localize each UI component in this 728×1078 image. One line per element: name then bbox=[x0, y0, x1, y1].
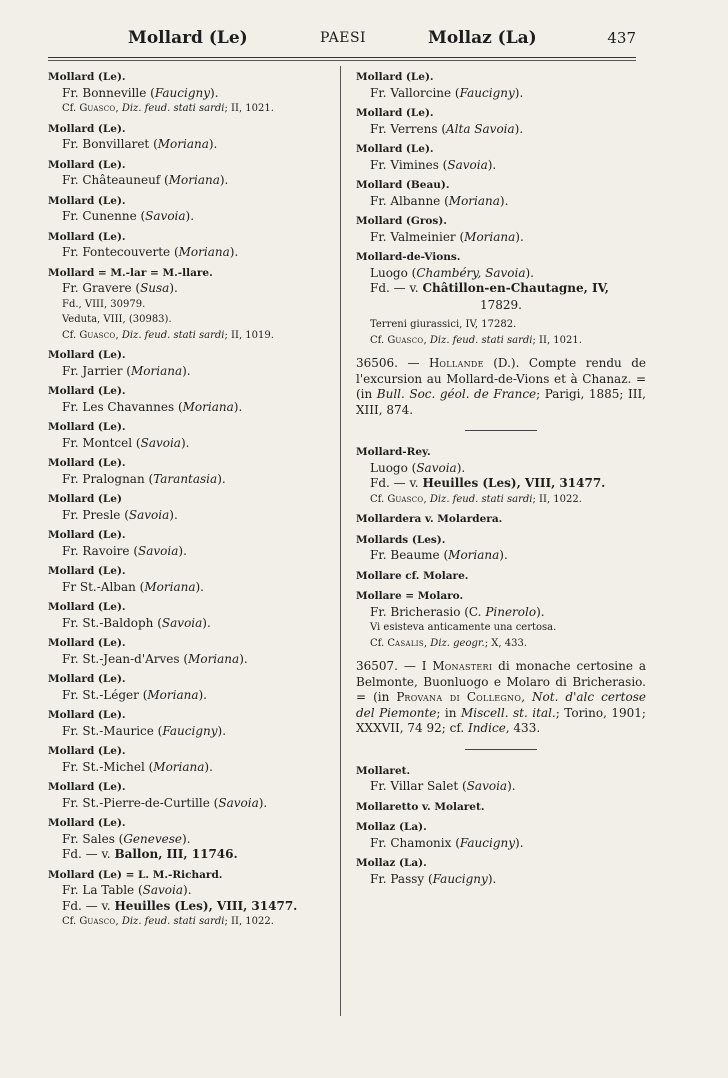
entry-headword: Mollard (Le). bbox=[48, 385, 126, 397]
entry-headword: Mollard (Le) bbox=[48, 493, 122, 505]
entry-headword: Mollaz (La). bbox=[356, 857, 427, 869]
gazetteer-entry bbox=[356, 214, 646, 245]
gazetteer-entry bbox=[48, 780, 330, 811]
header-section-title: PAESI bbox=[320, 30, 367, 46]
entry-line: Fr. Presle (Savoia). bbox=[62, 507, 178, 522]
entry-headword: Mollardera v. Molardera. bbox=[356, 513, 503, 525]
gazetteer-entry bbox=[48, 564, 330, 595]
entry-line: Fr. Bonvillaret (Moriana). bbox=[62, 137, 218, 151]
entry-line: Fr. Villar Salet (Savoia). bbox=[370, 779, 516, 793]
vions-note-2: Cf. Guasco, Diz. feud. stati sardi; II, 1021. bbox=[370, 334, 582, 346]
entry-headword: Mollard-Rey. bbox=[356, 446, 431, 458]
gazetteer-entry bbox=[48, 456, 330, 487]
gazetteer-entry bbox=[356, 178, 646, 209]
entry-headword: Mollard (Le). bbox=[48, 673, 126, 685]
entry-headword: Mollard (Gros). bbox=[356, 215, 447, 227]
right-column bbox=[356, 70, 646, 892]
entry-headword: Mollard (Beau). bbox=[356, 179, 450, 191]
gazetteer-entry bbox=[48, 70, 330, 117]
gazetteer-entry bbox=[48, 708, 330, 739]
entry-citation: Cf. Guasco, Diz. feud. stati sardi; II, 1022. bbox=[370, 493, 582, 505]
entry-headword: Mollaz (La). bbox=[356, 821, 427, 833]
gazetteer-entry bbox=[356, 820, 646, 851]
gazetteer-entry bbox=[48, 744, 330, 775]
left-column bbox=[48, 70, 330, 935]
entry-line: Fd. — v. Ballon, III, 11746. bbox=[62, 847, 238, 861]
gazetteer-entry bbox=[356, 800, 646, 816]
entry-headword: Mollard (Le). bbox=[48, 637, 126, 649]
entry-line: Fr. Sales (Genevese). bbox=[62, 831, 191, 846]
entry-headword: Mollard (Le). bbox=[48, 709, 126, 721]
entry-line: Fd. — v. Châtillon-en-Chautagne, IV, bbox=[370, 281, 609, 295]
gazetteer-entry bbox=[48, 636, 330, 667]
entry-line: Fr. Ravoire (Savoia). bbox=[62, 543, 187, 558]
gazetteer-entry bbox=[48, 600, 330, 631]
entry-line: Fr. St.-Pierre-de-Curtille (Savoia). bbox=[62, 795, 268, 810]
entry-line: Fr. Bonneville (Faucigny). bbox=[62, 85, 219, 100]
entry-citation: Cf. Guasco, Diz. feud. stati sardi; II, 1022. bbox=[62, 916, 274, 927]
page-number: 437 bbox=[607, 29, 636, 47]
entry-line: Fr. St.-Michel (Moriana). bbox=[62, 759, 213, 774]
entry-headword: Mollard (Le). bbox=[48, 158, 126, 171]
header-right-headword: Mollaz (La) bbox=[428, 28, 537, 48]
entry-line: Fr. Valmeinier (Moriana). bbox=[370, 229, 524, 244]
entry-citation: Cf. Casalis, Diz. geogr.; X, 433. bbox=[370, 637, 528, 649]
entry-citation: Cf. Guasco, Diz. feud. stati sardi; II, 1019. bbox=[62, 329, 274, 341]
entry-headword: Mollard (Le). bbox=[356, 143, 434, 155]
gazetteer-entry bbox=[48, 348, 330, 379]
entry-headword: Mollaret. bbox=[356, 764, 411, 777]
entry-line: Fr. Fontecouverte (Moriana). bbox=[62, 245, 239, 259]
right-entries-group-a bbox=[356, 70, 646, 297]
entry-line: Fr. Verrens (Alta Savoia). bbox=[370, 121, 524, 136]
bibliography-36506: 36506. — Hollande (D.). Compte rendu de l'excursion au Mollard-de-Vions et à Chanaz. = (in Bull. Soc. géol. de France; Parigi, 1885; III, XIII, 874. bbox=[356, 356, 646, 417]
entry-line: Fr. Châteauneuf (Moriana). bbox=[62, 173, 229, 187]
gazetteer-entry bbox=[356, 106, 646, 137]
entry-line: Fr. La Table (Savoia). bbox=[62, 883, 192, 897]
gazetteer-entry bbox=[356, 569, 646, 585]
entry-headword: Mollard (Le). bbox=[48, 71, 126, 83]
entry-line: Fr. Vimines (Savoia). bbox=[370, 157, 497, 172]
entry-headword: Mollard (Le). bbox=[48, 817, 126, 829]
entry-citation: Fd., VIII, 30979. bbox=[62, 298, 146, 310]
gazetteer-entry bbox=[48, 528, 330, 559]
entry-headword: Mollard (Le). bbox=[48, 230, 126, 243]
entry-headword: Mollard (Le). bbox=[48, 122, 126, 135]
gazetteer-entry bbox=[356, 142, 646, 173]
entry-line: Fr. Les Chavannes (Moriana). bbox=[62, 399, 243, 414]
entry-headword: Mollard (Le). bbox=[48, 781, 126, 793]
entry-line: Luogo (Chambéry, Savoia). bbox=[370, 265, 534, 280]
vions-number-line: 17829. bbox=[480, 297, 522, 312]
entry-headword: Mollard (Le). bbox=[48, 194, 126, 207]
gazetteer-entry bbox=[356, 445, 646, 507]
entry-line: Fr. Beaume (Moriana). bbox=[370, 548, 508, 562]
gazetteer-entry bbox=[356, 589, 646, 651]
entry-line: Fr. Pralognan (Tarantasia). bbox=[62, 471, 226, 486]
entry-headword: Mollard (Le) = L. M.-Richard. bbox=[48, 868, 223, 881]
header-rule bbox=[48, 57, 636, 58]
entry-headword: Mollards (Les). bbox=[356, 533, 446, 546]
entry-line: Fr. Cunenne (Savoia). bbox=[62, 209, 195, 223]
entry-citation: Cf. Guasco, Diz. feud. stati sardi; II, 1021. bbox=[62, 103, 274, 114]
entry-line: Fr. Albanne (Moriana). bbox=[370, 193, 509, 208]
gazetteer-entry bbox=[356, 764, 646, 795]
entry-headword: Mollard (Le). bbox=[48, 457, 126, 469]
gazetteer-entry bbox=[48, 816, 330, 863]
entry-headword: Mollaretto v. Molaret. bbox=[356, 800, 485, 813]
right-entries-group-b bbox=[356, 445, 646, 651]
gazetteer-entry bbox=[48, 194, 330, 225]
entry-line: Fr. Vallorcine (Faucigny). bbox=[370, 85, 524, 100]
entry-headword: Mollard (Le). bbox=[48, 529, 126, 541]
vions-note-1: Terreni giurassici, IV, 17282. bbox=[370, 319, 517, 330]
entry-line: Fr. St.-Jean-d'Arves (Moriana). bbox=[62, 651, 248, 666]
gazetteer-entry bbox=[48, 158, 330, 189]
gazetteer-entry bbox=[48, 868, 330, 930]
entry-headword: Mollard (Le). bbox=[48, 601, 126, 613]
gazetteer-entry bbox=[48, 420, 330, 451]
gazetteer-entry bbox=[48, 266, 330, 344]
entry-headword: Mollard (Le). bbox=[48, 421, 126, 433]
entry-line: Fr. St.-Léger (Moriana). bbox=[62, 687, 207, 702]
section-separator bbox=[465, 430, 537, 431]
entry-line: Luogo (Savoia). bbox=[370, 460, 466, 475]
entry-headword: Mollard (Le). bbox=[356, 71, 434, 83]
entry-line: Fr. Bricherasio (C. Pinerolo). bbox=[370, 604, 545, 619]
entry-line: Fd. — v. Heuilles (Les), VIII, 31477. bbox=[370, 476, 606, 490]
bibliography-36507: 36507. — I Monasteri di monache certosine a Belmonte, Buonluogo e Molaro di Bricherasio. = (in Provana di Collegno, Not. d'alc certose del Piemonte; in Miscell. st. ital.; Torino, 1901; XXXVII, 74 92; cf. Indice, 433. bbox=[356, 659, 646, 735]
gazetteer-entry bbox=[48, 384, 330, 415]
section-separator bbox=[465, 749, 537, 750]
entry-citation: Vi esisteva anticamente una certosa. bbox=[370, 622, 557, 633]
gazetteer-entry bbox=[48, 230, 330, 261]
entry-headword: Mollare = Molaro. bbox=[356, 590, 464, 602]
right-entries-group-c bbox=[356, 764, 646, 888]
entry-line: Fr. Gravere (Susa). bbox=[62, 281, 178, 295]
entry-line: Fr. Jarrier (Moriana). bbox=[62, 363, 191, 378]
entry-line: Fr. Montcel (Savoia). bbox=[62, 435, 190, 450]
entry-headword: Mollard (Le). bbox=[48, 349, 126, 361]
gazetteer-entry bbox=[48, 672, 330, 703]
entry-line: Fr. Passy (Faucigny). bbox=[370, 871, 497, 886]
gazetteer-entry bbox=[356, 70, 646, 101]
entry-headword: Mollard (Le). bbox=[48, 745, 126, 757]
gazetteer-entry bbox=[356, 250, 646, 297]
entry-headword: Mollare cf. Molare. bbox=[356, 569, 469, 582]
gazetteer-entry bbox=[356, 533, 646, 564]
header-left-headword: Mollard (Le) bbox=[128, 28, 248, 48]
entry-citation: Veduta, VIII, (30983). bbox=[62, 314, 172, 325]
entry-headword: Mollard-de-Vions. bbox=[356, 251, 461, 263]
running-header bbox=[48, 28, 636, 52]
entry-line: Fr St.-Alban (Moriana). bbox=[62, 579, 204, 594]
gazetteer-entry bbox=[48, 122, 330, 153]
entry-headword: Mollard (Le). bbox=[356, 107, 434, 119]
entry-headword: Mollard (Le). bbox=[48, 565, 126, 577]
entry-line: Fr. St.-Maurice (Faucigny). bbox=[62, 723, 227, 738]
entry-line: Fr. St.-Baldoph (Savoia). bbox=[62, 615, 211, 630]
column-divider bbox=[340, 66, 341, 1016]
gazetteer-entry bbox=[356, 856, 646, 887]
entry-line: Fr. Chamonix (Faucigny). bbox=[370, 835, 524, 850]
entry-line: Fd. — v. Heuilles (Les), VIII, 31477. bbox=[62, 898, 298, 913]
gazetteer-entry bbox=[356, 512, 646, 528]
header-rule-thin bbox=[48, 60, 636, 61]
gazetteer-entry bbox=[48, 492, 330, 523]
entry-headword: Mollard = M.-lar = M.-llare. bbox=[48, 266, 213, 279]
